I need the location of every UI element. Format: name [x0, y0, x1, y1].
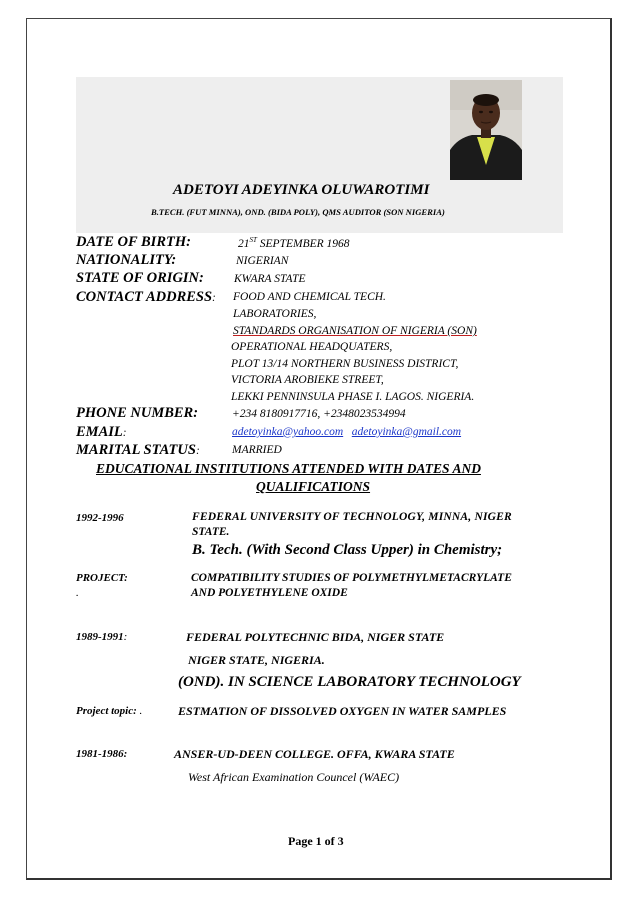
email-values — [232, 426, 461, 438]
candidate-name: ADETOYI ADEYINKA OLUWAROTIMI — [173, 182, 430, 198]
edu3-certificate: West African Examination Councel (WAEC) — [188, 770, 400, 784]
project-label: PROJECT: — [76, 572, 128, 584]
nationality-value: NIGERIAN — [236, 255, 289, 267]
edu2-years: 1989-1991: — [76, 631, 128, 643]
marital-value: MARRIED — [232, 444, 282, 456]
address-line: LABORATORIES, — [233, 308, 317, 320]
edu3-school: ANSER-UD-DEEN COLLEGE. OFFA, KWARA STATE — [174, 747, 455, 761]
email-label: EMAIL: — [76, 424, 127, 440]
address-line: STANDARDS ORGANISATION OF NIGERIA (SON) — [233, 325, 477, 337]
education-title-line2: QUALIFICATIONS — [256, 479, 371, 494]
address-line: VICTORIA AROBIEKE STREET, — [231, 374, 384, 386]
dob-value: 21ST SEPTEMBER 1968 — [238, 236, 350, 250]
edu2-degree: (OND). IN SCIENCE LABORATORY TECHNOLOGY — [178, 674, 521, 690]
address-line: OPERATIONAL HEADQUATERS, — [231, 341, 393, 353]
marital-label: MARITAL STATUS: — [76, 442, 200, 458]
phone-label: PHONE NUMBER: — [76, 405, 199, 421]
edu1-years: 1992-1996 — [76, 512, 124, 524]
address-line: PLOT 13/14 NORTHERN BUSINESS DISTRICT, — [231, 358, 459, 370]
email-link-gmail[interactable]: adetoyinka@gmail.com — [351, 426, 462, 438]
address-line: FOOD AND CHEMICAL TECH. — [233, 291, 386, 303]
project-title-line2: AND POLYETHYLENE OXIDE — [191, 587, 348, 599]
address-line: LEKKI PENNINSULA PHASE I. LAGOS. NIGERIA. — [231, 391, 475, 403]
address-label: CONTACT ADDRESS: — [76, 289, 216, 305]
edu2-school-line2: NIGER STATE, NIGERIA. — [188, 653, 325, 667]
dob-label: DATE OF BIRTH: — [76, 234, 191, 250]
education-title-line1: EDUCATIONAL INSTITUTIONS ATTENDED WITH DATES AND — [96, 461, 481, 476]
nationality-label: NATIONALITY: — [76, 252, 177, 268]
page-number: Page 1 of 3 — [288, 834, 344, 848]
edu1-school: FEDERAL UNIVERSITY OF TECHNOLOGY, MINNA, NIGER — [192, 511, 512, 523]
edu1-degree: B. Tech. (With Second Class Upper) in Chemistry; — [192, 542, 503, 558]
edu2-school: FEDERAL POLYTECHNIC BIDA, NIGER STATE — [186, 630, 445, 644]
state-value: KWARA STATE — [234, 273, 306, 285]
candidate-credentials: B.TECH. (FUT MINNA), OND. (BIDA POLY), QMS AUDITOR (SON NIGERIA) — [151, 207, 445, 217]
project-topic: ESTMATION OF DISSOLVED OXYGEN IN WATER SAMPLES — [178, 704, 507, 718]
portrait-image — [450, 80, 522, 180]
project-topic-label: Project topic: . — [76, 705, 143, 717]
project-dot: . — [76, 587, 79, 599]
edu3-years: 1981-1986: — [76, 748, 128, 760]
email-link-yahoo[interactable]: adetoyinka@yahoo.com — [232, 426, 344, 438]
project-title-line1: COMPATIBILITY STUDIES OF POLYMETHYLMETACRYLATE — [191, 572, 512, 584]
state-label: STATE OF ORIGIN: — [76, 270, 204, 286]
profile-photo — [450, 80, 522, 180]
phone-value: +234 8180917716, +2348023534994 — [232, 408, 406, 420]
edu1-school-line2: STATE. — [192, 526, 230, 538]
